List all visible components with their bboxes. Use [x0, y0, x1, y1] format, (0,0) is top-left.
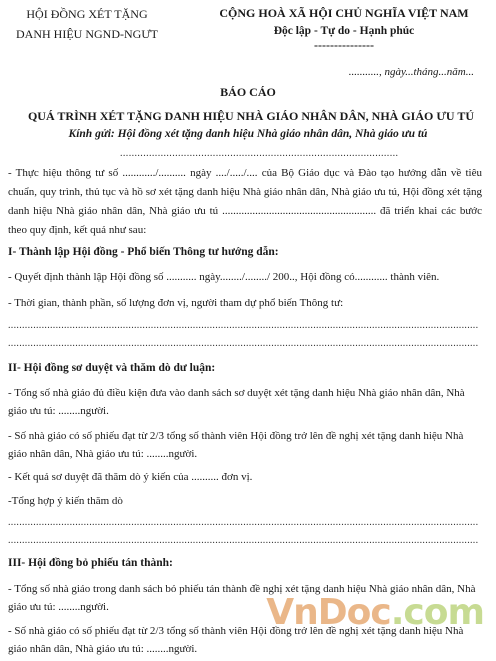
section2-heading: II- Hội đồng sơ duyệt và thăm dò dư luận:: [8, 362, 216, 374]
watermark-text: VnDoc: [266, 592, 391, 633]
motto-underline: ---------------: [314, 38, 374, 52]
section2-line1: - Tổng số nhà giáo đủ điều kiện đưa vào danh sách sơ duyệt xét tặng danh hiệu Nhà giáo nhân dân, Nhà giáo ưu tú: ........người.: [8, 387, 465, 417]
nation-name: CỘNG HOÀ XÃ HỘI CHỦ NGHĨA VIỆT NAM: [219, 6, 469, 20]
section2-line3: - Kết quả sơ duyệt đã thăm dò ý kiến của .......... đơn vị.: [8, 471, 253, 483]
section3-line2: - Số nhà giáo có số phiếu đạt từ 2/3 tổng số thành viên Hội đồng trở lên đề nghị xét tặng danh hiệu Nhà giáo nhân dân, Nhà giáo ưu tú: ........người.: [8, 625, 464, 655]
section2-fill-line2: ........................................................................................................................................................................: [8, 535, 478, 546]
section2-fill-line1: ........................................................................................................................................................................: [8, 517, 478, 528]
report-title: BÁO CÁO: [220, 85, 276, 99]
report-subject: QUÁ TRÌNH XÉT TẶNG DANH HIỆU NHÀ GIÁO NHÂN DÂN, NHÀ GIÁO ƯU TÚ: [27, 109, 475, 123]
section3-line1: - Tổng số nhà giáo trong danh sách bỏ phiếu tán thành đề nghị xét tặng danh hiệu Nhà giáo nhân dân, Nhà giáo ưu tú: ........người.: [8, 583, 476, 613]
section3-heading: III- Hội đồng bỏ phiếu tán thành:: [8, 557, 173, 569]
section1-heading: I- Thành lập Hội đồng - Phổ biến Thông tư hướng dẫn:: [8, 246, 279, 258]
issuing-body: [8, 4, 166, 44]
watermark-logo: [266, 592, 484, 633]
date-line: ..........., ngày...tháng...năm...: [348, 66, 474, 78]
section1-line2: - Thời gian, thành phần, số lượng đơn vị, người tham dự phổ biến Thông tư:: [8, 297, 344, 309]
section1-fill-line2: ........................................................................................................................................................................: [8, 338, 478, 349]
section1-fill-line1: ........................................................................................................................................................................: [8, 320, 478, 331]
section2-line2: - Số nhà giáo có số phiếu đạt từ 2/3 tổng số thành viên Hội đồng trở lên đề nghị xét tặng danh hiệu Nhà giáo nhân dân, Nhà giáo ưu tú: ........người.: [8, 430, 464, 460]
national-header: [196, 4, 492, 50]
issuing-body-line1: HỘI ĐỒNG XÉT TẶNG: [26, 7, 148, 21]
national-motto: Độc lập - Tự do - Hạnh phúc: [273, 25, 415, 37]
issuing-body-line2: DANH HIỆU NGND-NGƯT: [16, 27, 158, 41]
watermark-domain: .com: [390, 592, 484, 633]
report-recipient: Kính gửi: Hội đồng xét tặng danh hiệu Nhà giáo nhân dân, Nhà giáo ưu tú: [68, 128, 428, 140]
recipient-dots: ................................................................................................: [120, 148, 399, 159]
section2-line4: -Tổng hợp ý kiến thăm dò: [8, 495, 123, 507]
section1-line1: - Quyết định thành lập Hội đồng số ........... ngày......../......../ 200.., Hội đồng có............ thành viên.: [8, 271, 440, 283]
intro-paragraph: - Thực hiệu thông tư số ............/.......... ngày ..../...../.... của Bộ Giáo dục và Đào tạo hướng dẫn về tiêu chuẩn, quy trình, thủ tục và hồ sơ xét tặng danh hiệu Nhà giáo nhân dân, Nhà giáo ưu tú, Hội đồng xét tặng danh hiệu Nhà giáo nhân dân, Nhà giáo ưu tú ........................................................ đã triển khai các bước theo quy định, kết quả như sau:: [8, 167, 482, 236]
